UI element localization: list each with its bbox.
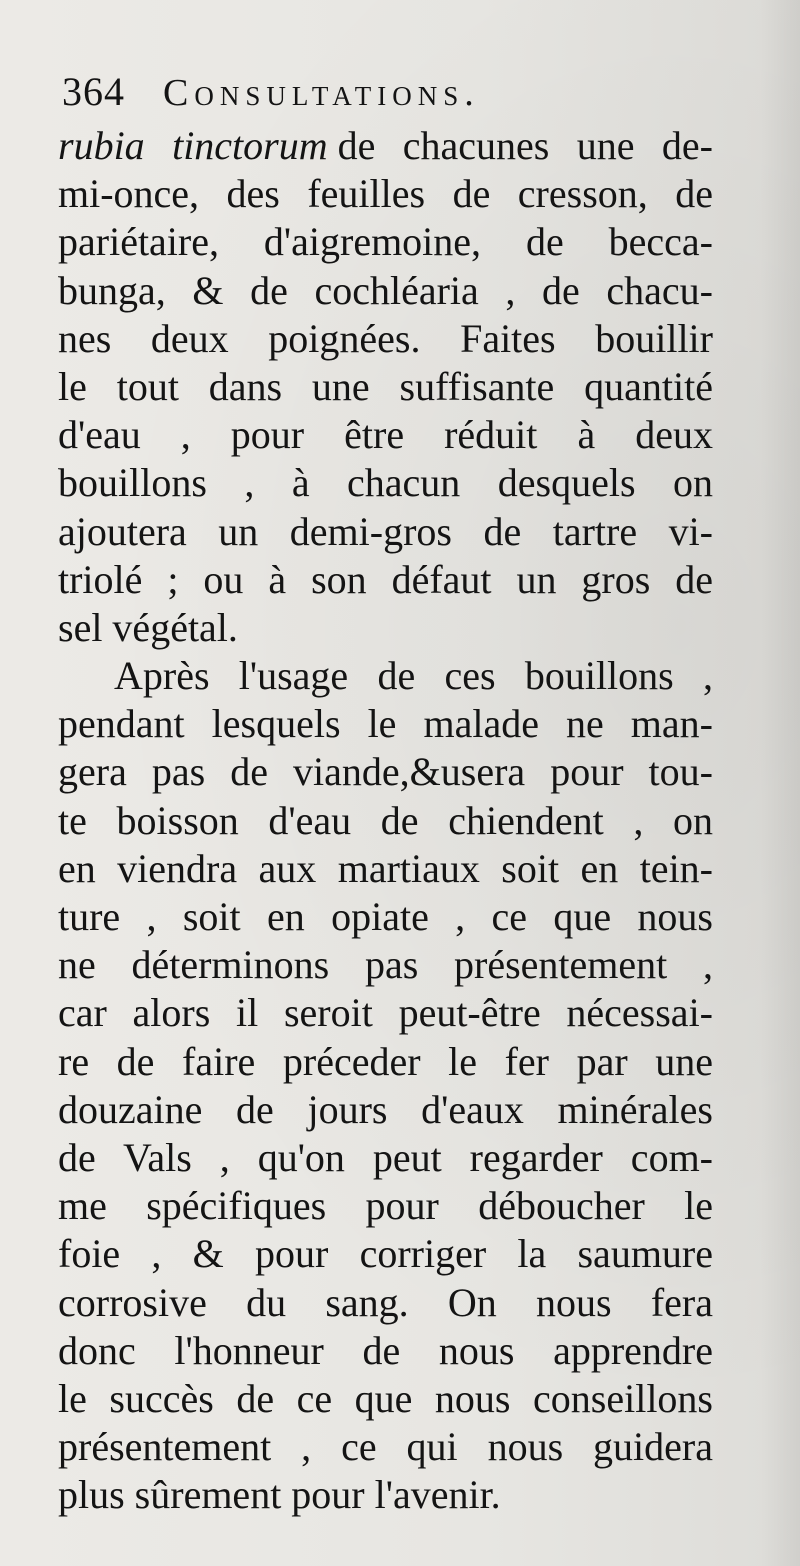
- text-line: le succès de ce que nous conseillons: [58, 1375, 713, 1421]
- text-line: en viendra aux martiaux soit en tein-: [58, 845, 713, 891]
- text-line: bunga, & de cochléaria , de chacu-: [58, 267, 713, 313]
- text-line: triolé ; ou à son défaut un gros de: [58, 556, 713, 602]
- paragraph-end-line: plus sûrement pour l'avenir.: [58, 1472, 501, 1518]
- text-line: présentement , ce qui nous guidera: [58, 1424, 713, 1470]
- text-line: d'eau , pour être réduit à deux: [58, 412, 713, 458]
- text-line: donc l'honneur de nous apprendre: [58, 1327, 713, 1373]
- text-line: mi-once, des feuilles de cresson, de: [58, 171, 713, 217]
- text-line: corrosive du sang. On nous fera: [58, 1279, 713, 1325]
- paragraph-end-line: sel végétal.: [58, 604, 238, 650]
- text-line: me spécifiques pour déboucher le: [58, 1183, 713, 1229]
- text-line: ne déterminons pas présentement ,: [58, 942, 713, 988]
- page-header: [62, 68, 480, 116]
- text-line: [58, 122, 713, 170]
- text-line: ture , soit en opiate , ce que nous: [58, 894, 713, 939]
- text-line: bouillons , à chacun desquels on: [58, 460, 713, 506]
- text-line: ajoutera un demi-gros de tartre vi-: [58, 508, 713, 554]
- text-line: de Vals , qu'on peut regarder com-: [58, 1134, 713, 1180]
- running-title: Consultations.: [163, 72, 480, 114]
- body-text: [58, 122, 713, 1519]
- page-edge-shadow: [760, 0, 800, 1566]
- latin-term: rubia tinctorum: [58, 123, 328, 168]
- text-line: pendant lesquels le malade ne man-: [58, 701, 713, 747]
- text-line: pariétaire, d'aigremoine, de becca-: [58, 219, 713, 265]
- text-line: te boisson d'eau de chiendent , on: [58, 797, 713, 843]
- text-line: nes deux poignées. Faites bouillir: [58, 315, 713, 361]
- paragraph-start-line: Après l'usage de ces bouillons ,: [114, 653, 713, 699]
- text-line: le tout dans une suffisante quantité: [58, 363, 713, 409]
- page-number: 364: [62, 69, 125, 114]
- text-line-rest: de chacunes une de-: [337, 123, 713, 168]
- text-line: gera pas de viande,&usera pour tou-: [58, 749, 713, 795]
- text-line: douzaine de jours d'eaux minérales: [58, 1086, 713, 1132]
- text-line: car alors il seroit peut-être nécessai-: [58, 990, 713, 1036]
- text-line: foie , & pour corriger la saumure: [58, 1231, 713, 1277]
- text-line: re de faire préceder le fer par une: [58, 1038, 713, 1084]
